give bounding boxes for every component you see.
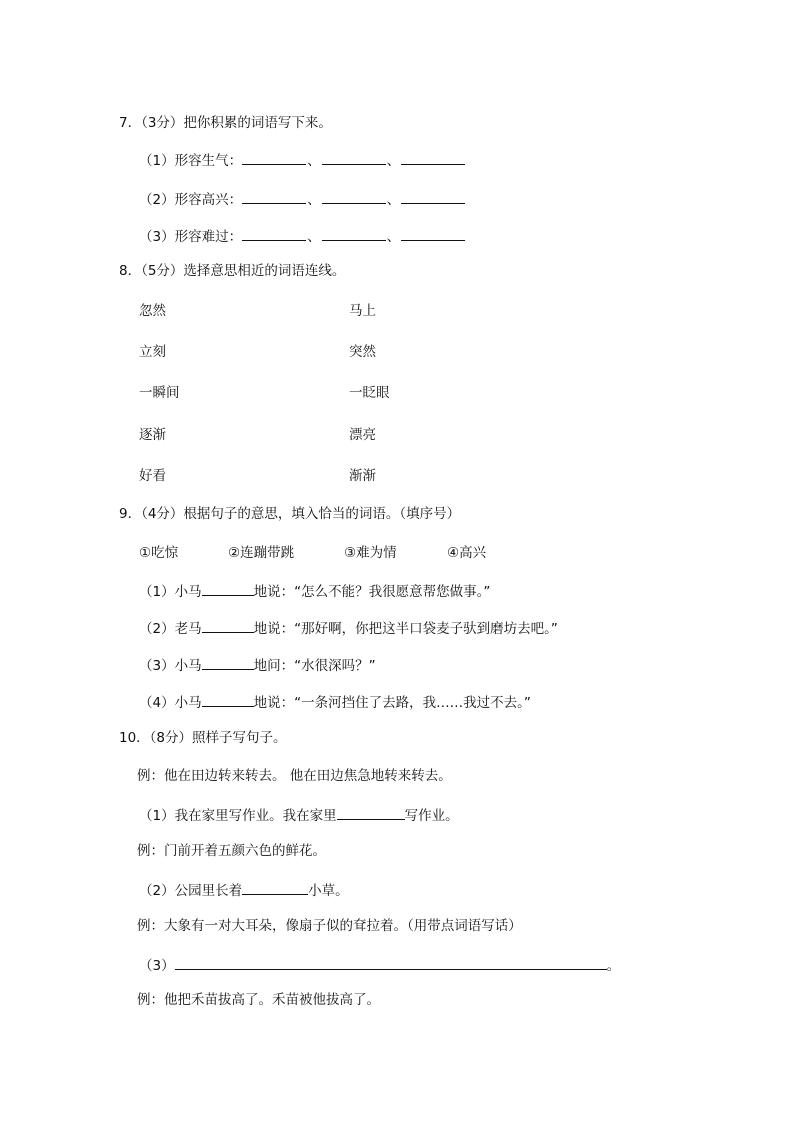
item-suffix: 。 [606, 958, 621, 974]
q7-header: 7．（3分）把你积累的词语写下来。 [119, 115, 332, 131]
q10-example-4: 例：他把禾苗拔高了。禾苗被他拔高了。 [137, 992, 380, 1008]
sentence-prefix: （3）小马 [139, 658, 202, 674]
separator: 、 [386, 192, 401, 208]
separator: 、 [307, 192, 321, 208]
q7-item-1-label: （1）形容生气： [139, 153, 243, 169]
sentence-suffix: 地说：“怎么不能？我很愿意帮您做事。” [253, 584, 491, 600]
answer-blank[interactable] [322, 150, 386, 165]
q7-item-2-label: （2）形容高兴： [139, 192, 243, 208]
answer-blank[interactable] [337, 805, 405, 820]
answer-blank[interactable] [401, 226, 465, 241]
sentence-prefix: （4）小马 [139, 695, 202, 711]
q8-left-word[interactable]: 好看 [139, 468, 166, 484]
sentence-prefix: （1）小马 [139, 584, 202, 600]
q7-item-2 [139, 189, 465, 209]
sentence-suffix: 地说：“那好啊，你把这半口袋麦子驮到磨坊去吧。” [253, 621, 558, 637]
q10-item-2 [139, 880, 349, 900]
q9-sentence-3 [139, 655, 376, 675]
sentence-prefix: （2）老马 [139, 621, 202, 637]
q8-left-word[interactable]: 逐渐 [139, 427, 166, 443]
q7-item-3 [139, 226, 465, 246]
q9-sentence-4 [139, 692, 531, 712]
q8-right-word[interactable]: 一眨眼 [349, 385, 390, 401]
item-suffix: 小草。 [308, 883, 349, 899]
answer-blank[interactable] [202, 655, 254, 670]
item-prefix: （1）我在家里写作业。我在家里 [139, 808, 337, 824]
q8-right-word[interactable]: 漂亮 [349, 427, 376, 443]
q8-right-word[interactable]: 突然 [349, 344, 376, 360]
answer-line[interactable] [175, 955, 607, 970]
q9-option: ①吃惊 [139, 545, 179, 561]
separator: 、 [307, 153, 321, 169]
answer-blank[interactable] [322, 226, 386, 241]
q10-example-2: 例：门前开着五颜六色的鲜花。 [137, 843, 326, 859]
q9-header: 9．（4分）根据句子的意思，填入恰当的词语。（填序号） [119, 506, 461, 522]
q8-left-word[interactable]: 一瞬间 [139, 385, 180, 401]
q8-left-word[interactable]: 忽然 [139, 303, 166, 319]
q9-option: ②连蹦带跳 [228, 545, 295, 561]
separator: 、 [386, 153, 401, 169]
separator: 、 [307, 229, 321, 245]
sentence-suffix: 地问：“水很深吗？” [253, 658, 376, 674]
sentence-suffix: 地说：“一条河挡住了去路，我……我过不去。” [253, 695, 531, 711]
answer-blank[interactable] [202, 618, 254, 633]
item-prefix: （3） [139, 958, 175, 974]
q10-example-3: 例：大象有一对大耳朵，像扇子似的耷拉着。（用带点词语写话） [137, 918, 522, 934]
answer-blank[interactable] [242, 880, 308, 895]
answer-blank[interactable] [401, 189, 465, 204]
answer-blank[interactable] [242, 226, 306, 241]
q8-right-word[interactable]: 渐渐 [349, 468, 376, 484]
q10-example-1: 例：他在田边转来转去。 他在田边焦急地转来转去。 [137, 768, 452, 784]
q10-header: 10．（8分）照样子写句子。 [119, 730, 287, 746]
q8-left-word[interactable]: 立刻 [139, 344, 166, 360]
answer-blank[interactable] [202, 581, 254, 596]
q8-right-word[interactable]: 马上 [349, 303, 376, 319]
q8-header: 8．（5分）选择意思相近的词语连线。 [119, 263, 346, 279]
item-suffix: 写作业。 [404, 808, 459, 824]
answer-blank[interactable] [242, 150, 306, 165]
q9-sentence-1 [139, 581, 490, 601]
answer-blank[interactable] [202, 692, 254, 707]
q9-option: ④高兴 [447, 545, 487, 561]
q7-item-1 [139, 150, 465, 170]
item-prefix: （2）公园里长着 [139, 883, 243, 899]
answer-blank[interactable] [242, 189, 306, 204]
separator: 、 [386, 229, 401, 245]
q10-item-1 [139, 805, 459, 825]
answer-blank[interactable] [322, 189, 386, 204]
q7-item-3-label: （3）形容难过： [139, 229, 243, 245]
q10-item-3 [139, 955, 620, 975]
answer-blank[interactable] [401, 150, 465, 165]
q9-sentence-2 [139, 618, 558, 638]
q9-option: ③难为情 [344, 545, 397, 561]
